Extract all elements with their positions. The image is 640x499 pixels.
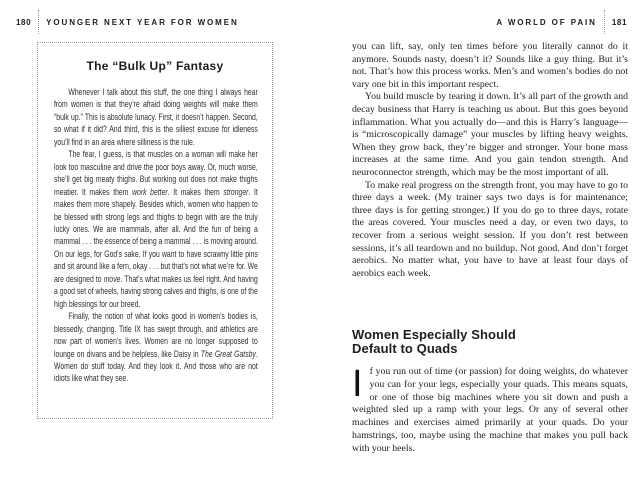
italic-text: move [103,273,121,285]
bulk-up-sidebar-box [37,42,273,419]
left-header-divider [38,10,39,34]
right-page-number: 181 [611,17,627,27]
text-segment: . That’s what makes us feel right. And having a good set of wheels, having strong calves and thighs, is one of the high blessings for our breed. [54,273,258,310]
italic-text: work better [132,186,168,198]
sidebar-box-title: The “Bulk Up” Fantasy [86,59,224,73]
drop-cap-letter: I [352,363,363,405]
section-heading-line-1: Women Especially Should [352,327,516,342]
box-paragraph-2 [54,149,258,311]
box-paragraph-3 [54,311,258,386]
text-segment: The fear, I guess, is that muscles on a woman will make her look too masculine and drive the poor boys away. Or, much worse, she’ll get big meaty thighs. But working out does not make thighs meatier. It makes them [54,149,258,198]
left-page-number: 180 [16,17,32,27]
body-paragraph-2: You build muscle by tearing it down. It’s all part of the growth and decay business that Harry is teaching us about. But this goes beyond inflammation. What you actually do—and this is Harry’s language—is “microscopically damage” your muscles by lifting heavy weights. When they grow back, they’re bigger and stronger. Your bone mass increases at the same time. And you gain tendon strength. And neuroconnector strength, which may be the most important of all. [352,91,628,178]
body-paragraph-3: To make real progress on the strength front, you may have to go to three days a week. (My trainer says two days is for maintenance; three days is for getting stronger.) If you do go to three days, rotate the areas covered. Your muscles need a day, or even two days, to recover from a serious weight session. If you don’t rest between sessions, it’s all teardown and no buildup. Not good. And don’t forget aerobics. No matter what, you have to have at least four days of aerobics each week. [352,179,628,279]
right-header-divider [604,10,605,34]
strength-section-text [352,41,628,328]
text-segment: . It makes them more shapely. Besides which, women who happen to be blessed with strong legs and thighs to begin with are the truly lucky ones. We are mammals, after all. And the fun of being a mammal . . . the essence of being a mammal . . . is moving around. On our legs, for God’s sake. If you want to have scrawny little pins and sit around like a fern, okay . . . but that’s not what we’re for. We are designed to [54,186,258,285]
right-running-title: A WORLD OF PAIN [496,17,597,27]
right-page-text-column [352,41,628,456]
box-paragraph-1: Whenever I talk about this stuff, the one thing I always hear from women is that they’re afraid doing weights will make them “bulk up.” This is absolute lunacy. First, it doesn’t happen. Second, so what if it did? And third, this is the silliest excuse for idleness you’ll find in an area where silliness is the rule. [54,87,258,148]
text-segment: . It makes them [167,186,224,198]
text-segment: . Women do stuff today. And they look it. And those who are not idiots like what they see. [54,348,258,385]
body-paragraph-4 [352,363,628,456]
section-heading-line-2: Default to Quads [352,340,458,356]
left-running-header [16,10,239,34]
left-running-title: YOUNGER NEXT YEAR FOR WOMEN [46,17,239,27]
italic-text: stronger [223,186,249,198]
text-segment: Finally, the notion of what looks good in women’s bodies is, blessedly, changing. Title IX has swept through, and athletics are now part of women’s lives. Women are no longer supposed to lounge on divans and be helpless, like Daisy in [54,311,258,360]
body-paragraph-1: you can lift, say, only ten times before you literally cannot do it anymore. Sounds nasty, doesn’t it? Sounds like a guy thing. But it’s not. That’s how this process works. Men’s and women’s bodies do not vary one bit in this important respect. [352,41,628,90]
section-heading [352,328,628,355]
right-running-header [496,10,627,34]
italic-text: The Great Gatsby [200,348,256,360]
sidebar-box-body [54,87,258,386]
text-segment: f you run out of time (or passion) for doing weights, do whatever you can for your legs, especially your quads. This means squats, or one of those big machines where you sit down and push a weighted sled up a ramp with your legs. Or any of several other machines and exercises aimed primarily at your quads. Do your hamstrings, too, maybe using the machine that makes you pull back with your heels. [352,366,628,454]
